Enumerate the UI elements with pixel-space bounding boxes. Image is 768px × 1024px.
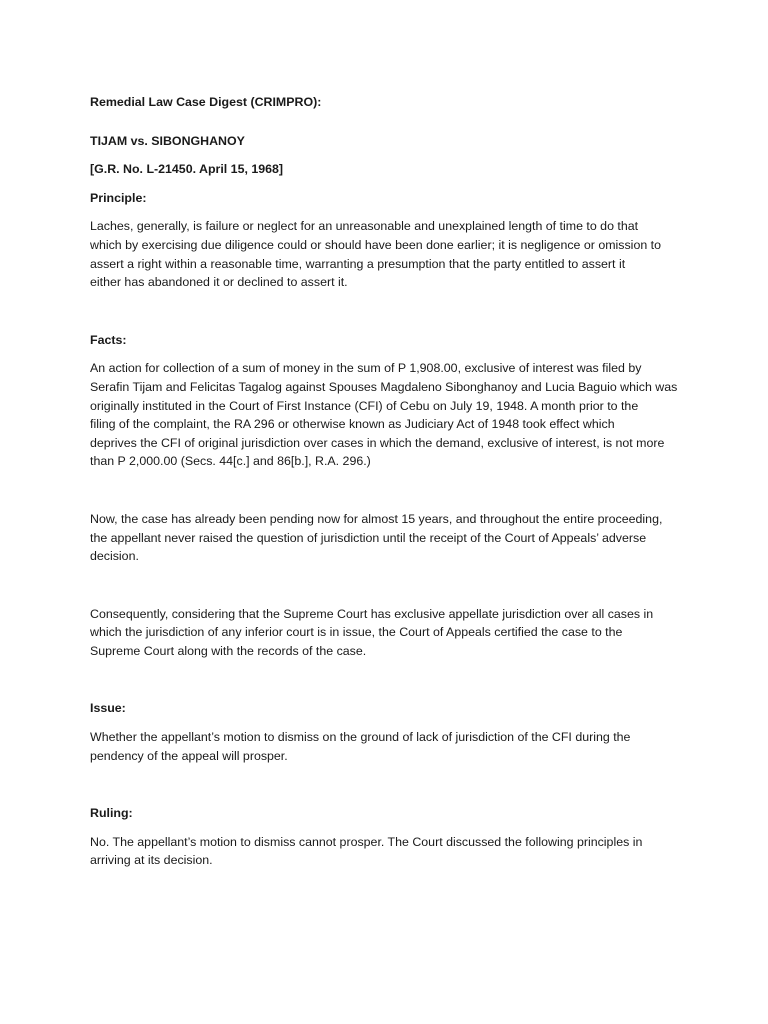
paragraph-line: than P 2,000.00 (Secs. 44[c.] and 86[b.], R.A. 296.): [90, 454, 371, 469]
facts-paragraph: [90, 359, 686, 471]
facts-paragraph: [90, 605, 686, 661]
paragraph-line: decision.: [90, 549, 139, 564]
facts-paragraph: [90, 510, 686, 566]
principle-paragraph: [90, 217, 686, 291]
facts-heading: Facts:: [90, 332, 127, 347]
paragraph-line: Serafin Tijam and Felicitas Tagalog against Spouses Magdaleno Sibonghanoy and Lucia Baguio which was: [90, 379, 678, 394]
paragraph-line: pendency of the appeal will prosper.: [90, 748, 288, 763]
paragraph-line: filing of the complaint, the RA 296 or otherwise known as Judiciary Act of 1948 took effect which: [90, 417, 615, 432]
document-title: Remedial Law Case Digest (CRIMPRO):: [90, 95, 322, 109]
paragraph-line: Consequently, considering that the Supreme Court has exclusive appellate jurisdiction over all cases in: [90, 606, 654, 621]
paragraph-line: which the jurisdiction of any inferior court is in issue, the Court of Appeals certified the case to the: [90, 625, 623, 640]
principle-heading: Principle:: [90, 190, 147, 205]
issue-heading: Issue:: [90, 701, 126, 716]
document-body: [90, 93, 686, 870]
paragraph-line: Supreme Court along with the records of the case.: [90, 643, 367, 658]
paragraph-line: which by exercising due diligence could or should have been done earlier; it is negligence or omission to: [90, 237, 661, 252]
paragraph-line: either has abandoned it or declined to assert it.: [90, 275, 348, 290]
paragraph-line: the appellant never raised the question of jurisdiction until the receipt of the Court of Appeals’ adverse: [90, 530, 647, 545]
paragraph-line: Laches, generally, is failure or neglect for an unreasonable and unexplained length of time to do that: [90, 219, 639, 234]
paragraph-line: Whether the appellant’s motion to dismiss on the ground of lack of jurisdiction of the CFI during the: [90, 730, 631, 745]
paragraph-line: assert a right within a reasonable time, warranting a presumption that the party entitled to assert it: [90, 256, 626, 271]
ruling-paragraph: [90, 833, 686, 870]
issue-paragraph: [90, 728, 686, 765]
paragraph-line: No. The appellant’s motion to dismiss cannot prosper. The Court discussed the following principles in: [90, 834, 643, 849]
paragraph-line: originally instituted in the Court of First Instance (CFI) of Cebu on July 19, 1948. A month prior to the: [90, 398, 639, 413]
paragraph-line: arriving at its decision.: [90, 853, 213, 868]
case-name: TIJAM vs. SIBONGHANOY: [90, 133, 245, 148]
paragraph-line: Now, the case has already been pending now for almost 15 years, and throughout the entire proceeding,: [90, 511, 663, 526]
ruling-heading: Ruling:: [90, 806, 133, 821]
paragraph-line: deprives the CFI of original jurisdiction over cases in which the demand, exclusive of interest, is not more: [90, 435, 665, 450]
gr-number: [G.R. No. L-21450. April 15, 1968]: [90, 162, 284, 177]
paragraph-line: An action for collection of a sum of money in the sum of P 1,908.00, exclusive of interest was filed by: [90, 361, 642, 376]
